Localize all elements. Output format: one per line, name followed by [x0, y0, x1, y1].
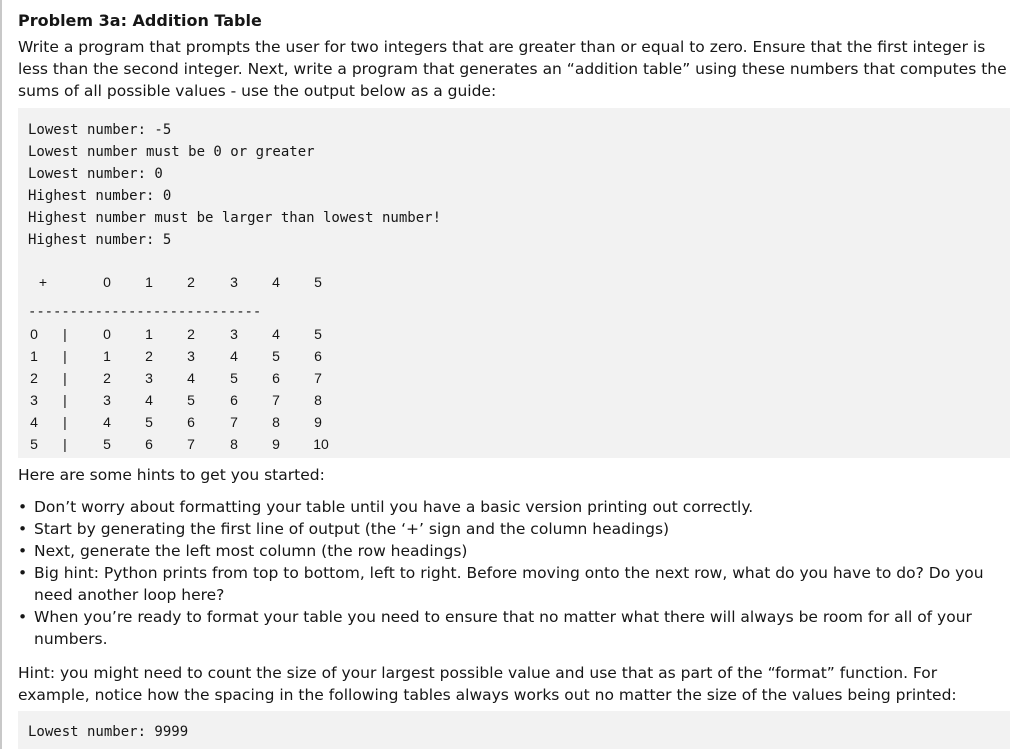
table-corner: +: [38, 274, 48, 290]
column-heading: 0: [103, 274, 111, 290]
table-cell: 3: [230, 326, 238, 342]
column-heading: 5: [314, 274, 322, 290]
table-cell: 5: [230, 370, 238, 386]
code-line: Lowest number: 9999: [28, 724, 189, 740]
problem-description: Write a program that prompts the user for two integers that are greater than or equal to zero. Ensure that the first integer is less than the second integer. Next, write a program that generates an “addition table” using these numbers that computes the sums of all possible values - use the output below as a guide:: [18, 38, 1007, 100]
table-cell: 0: [103, 326, 111, 342]
table-cell: 5: [145, 414, 153, 430]
table-cell: 4: [145, 392, 153, 408]
code-line: Highest number must be larger than lowest number!: [28, 210, 442, 226]
table-cell: 2: [145, 348, 153, 364]
format-hint: Hint: you might need to count the size of your largest possible value and use that as part of the “format” function. For example, notice how the spacing in the following tables always works out no matter the size of the values being printed:: [18, 664, 957, 704]
column-heading: 3: [230, 274, 238, 290]
hints-intro: Here are some hints to get you started:: [18, 466, 325, 484]
code-block-example: [18, 108, 1010, 458]
row-divider: |: [63, 392, 67, 408]
list-item: [18, 518, 1012, 540]
row-heading: 4: [30, 414, 38, 430]
code-line: Lowest number: -5: [28, 122, 172, 138]
table-cell: 6: [272, 370, 280, 386]
row-heading: 1: [30, 348, 38, 364]
table-cell: 8: [272, 414, 280, 430]
table-cell: 7: [187, 436, 195, 452]
hint-text: Don’t worry about formatting your table until you have a basic version printing out correctly.: [34, 498, 754, 516]
row-divider: |: [63, 436, 67, 452]
table-cell: 9: [272, 436, 280, 452]
hint-list: [18, 496, 1012, 650]
table-cell: 1: [103, 348, 111, 364]
table-cell: 7: [272, 392, 280, 408]
table-cell: 5: [187, 392, 195, 408]
code-line: Highest number: 0: [28, 188, 172, 204]
bullet-icon: •: [18, 498, 28, 516]
hint-text: When you’re ready to format your table you need to ensure that no matter what there will always be room for all of your numbers.: [34, 608, 972, 648]
hint-text: Big hint: Python prints from top to bottom, left to right. Before moving onto the next row, what do you have to do? Do you need another loop here?: [34, 564, 984, 604]
table-cell: 3: [187, 348, 195, 364]
table-cell: 4: [230, 348, 238, 364]
row-divider: |: [63, 414, 67, 430]
column-heading: 1: [145, 274, 153, 290]
table-cell: 6: [230, 392, 238, 408]
row-divider: |: [63, 326, 67, 342]
row-heading: 5: [30, 436, 38, 452]
list-item: [18, 496, 1012, 518]
code-line: Lowest number: 0: [28, 166, 163, 182]
table-cell: 5: [272, 348, 280, 364]
table-cell: 6: [314, 348, 322, 364]
table-cell: 7: [314, 370, 322, 386]
row-heading: 3: [30, 392, 38, 408]
column-heading: 4: [272, 274, 280, 290]
table-cell: 7: [230, 414, 238, 430]
bullet-icon: •: [18, 608, 28, 626]
code-line: Highest number: 5: [28, 232, 172, 248]
table-cell: 1: [145, 326, 153, 342]
row-divider: |: [63, 348, 67, 364]
row-heading: 2: [30, 370, 38, 386]
table-cell: 3: [145, 370, 153, 386]
table-cell: 5: [103, 436, 111, 452]
hint-text: Start by generating the first line of output (the ‘+’ sign and the column headings): [34, 520, 670, 538]
table-cell: 4: [187, 370, 195, 386]
row-divider: |: [63, 370, 67, 386]
left-border: [0, 0, 2, 749]
table-cell: 8: [314, 392, 322, 408]
bullet-icon: •: [18, 520, 28, 538]
table-cell: 4: [272, 326, 280, 342]
table-cell: 10: [313, 436, 329, 452]
table-separator: ----------------------------: [28, 304, 262, 320]
list-item: [18, 562, 1012, 606]
table-cell: 2: [187, 326, 195, 342]
bullet-icon: •: [18, 564, 28, 582]
table-cell: 3: [103, 392, 111, 408]
bullet-icon: •: [18, 542, 28, 560]
table-cell: 6: [145, 436, 153, 452]
page-title: Problem 3a: Addition Table: [18, 11, 262, 30]
table-cell: 6: [187, 414, 195, 430]
code-line: Lowest number must be 0 or greater: [28, 144, 315, 160]
column-heading: 2: [187, 274, 195, 290]
table-cell: 4: [103, 414, 111, 430]
table-cell: 8: [230, 436, 238, 452]
table-cell: 5: [314, 326, 322, 342]
table-cell: 9: [314, 414, 322, 430]
list-item: [18, 540, 1012, 562]
hint-text: Next, generate the left most column (the row headings): [34, 542, 468, 560]
row-heading: 0: [30, 326, 38, 342]
code-block-example-2: [18, 711, 1010, 749]
table-cell: 2: [103, 370, 111, 386]
list-item: [18, 606, 1012, 650]
